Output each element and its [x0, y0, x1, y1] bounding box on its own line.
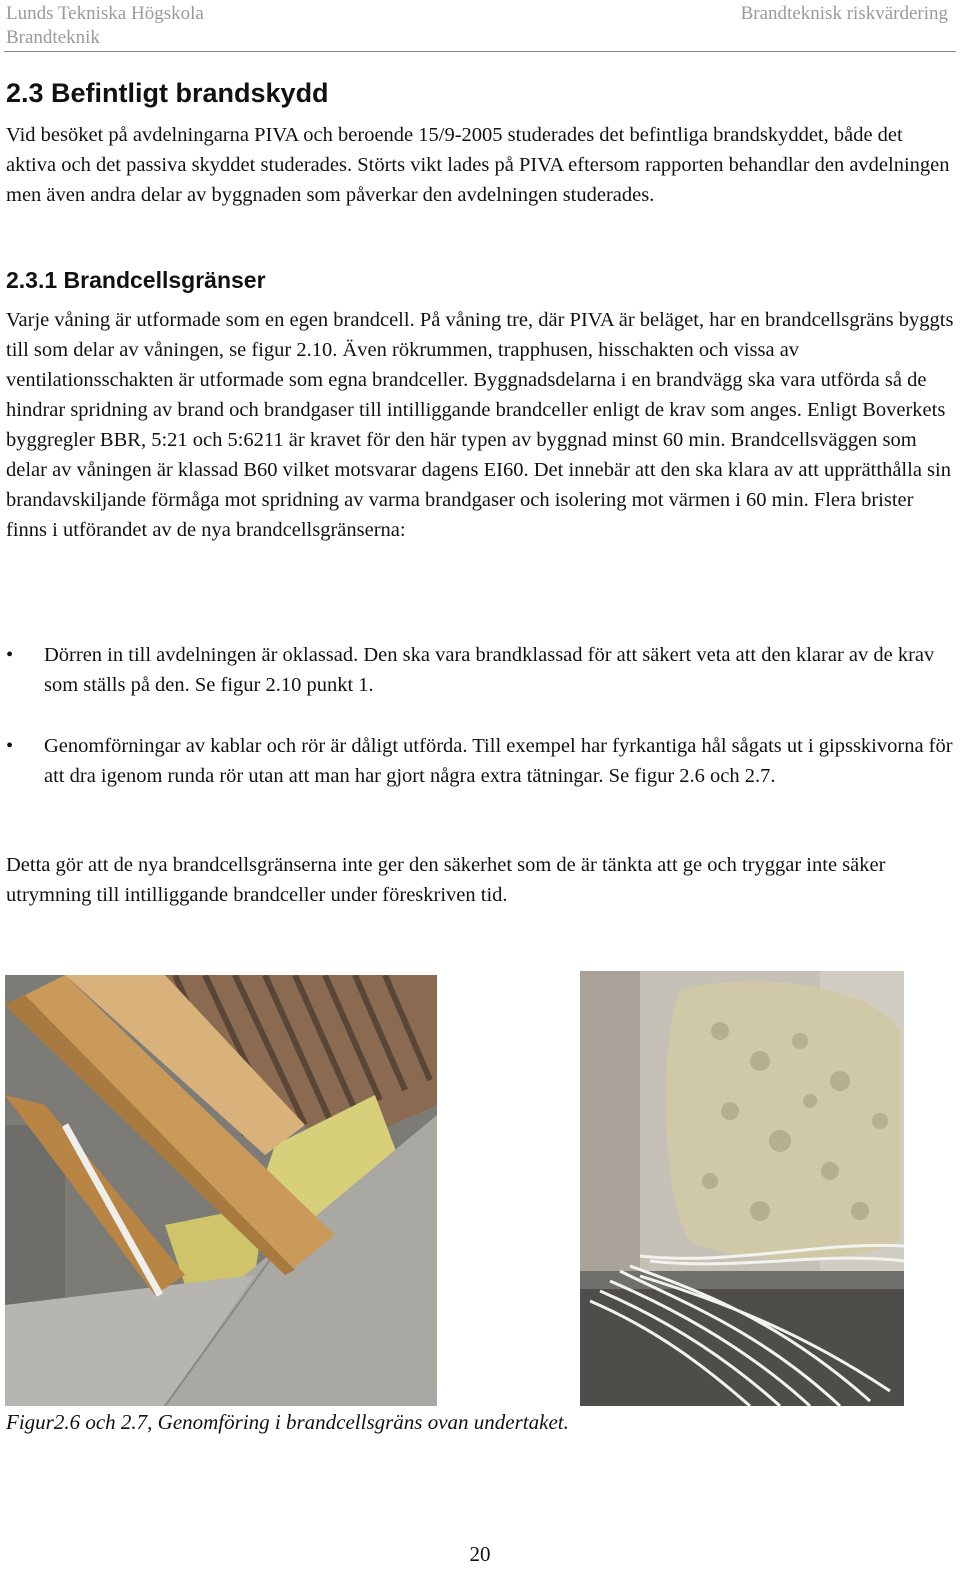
list-item-text: Genomförningar av kablar och rör är dåligt utförda. Till exempel har fyrkantiga hål sågats ut i gipsskivorna för att dra igenom runda rör utan att man har gjort några extra tätningar. Se figur 2.6 och 2.7.: [44, 735, 953, 787]
page-number: 20: [469, 1542, 491, 1566]
section-intro-paragraph: Vid besöket på avdelningarna PIVA och beroende 15/9-2005 studerades det befintliga brandskyddet, både det aktiva och det passiva skyddet studerades. Störts vikt lades på PIVA eftersom rapporten behandlar den avdelningen men även andra delar av byggnaden som påverkar den avdelningen studerades.: [6, 124, 950, 206]
figure-photo-2-7: [580, 971, 904, 1406]
conclusion-paragraph: Detta gör att de nya brandcellsgränserna inte ger den säkerhet som de är tänkta att ge och tryggar inte säker utrymning till intilliggande brandceller under föreskriven tid.: [6, 854, 886, 906]
header-left: [6, 2, 204, 50]
list-item: [6, 731, 954, 791]
bullet-icon: •: [6, 644, 14, 666]
subsection-body-paragraph: Varje våning är utformade som en egen brandcell. På våning tre, där PIVA är beläget, har en brandcellsgräns byggts till som delar av våningen, se figur 2.10. Även rökrummen, trapphusen, hisschakten och vissa av ventilationsschakten är utformade som egna brandceller. Byggnadsdelarna i en brandvägg ska vara utförda så de hindrar spridning av brand och brandgaser till intilliggande brandceller enligt de krav som anges. Enligt Boverkets byggregler BBR, 5:21 och 5:6211 är kravet för den här typen av byggnad minst 60 min. Brandcellsväggen som delar av våningen är klassad B60 vilket motsvarar dagens EI60. Det innebär att den ska klara av att upprätthålla sin brandavskiljande förmåga mot spridning av varma brandgaser och isolering mot värmen i 60 min. Flera brister finns i utförandet av de nya brandcellsgränserna:: [6, 309, 954, 541]
section-heading: 2.3 Befintligt brandskydd: [6, 78, 329, 108]
figure-caption: Figur2.6 och 2.7, Genomföring i brandcellsgräns ovan undertaket.: [6, 1410, 569, 1434]
header-report-title: Brandteknisk riskvärdering: [740, 3, 948, 24]
list-item: [6, 640, 954, 700]
header-institution: Lunds Tekniska Högskola: [6, 3, 204, 24]
bullet-icon: •: [6, 735, 14, 757]
subsection-heading: 2.3.1 Brandcellsgränser: [6, 267, 266, 293]
figure-photo-2-6: [5, 975, 437, 1406]
header-divider: [4, 51, 956, 52]
list-item-text: Dörren in till avdelningen är oklassad. Den ska vara brandklassad för att säkert veta att den klarar av de krav som ställs på den. Se figur 2.10 punkt 1.: [44, 644, 935, 696]
header-department: Brandteknik: [6, 27, 100, 48]
